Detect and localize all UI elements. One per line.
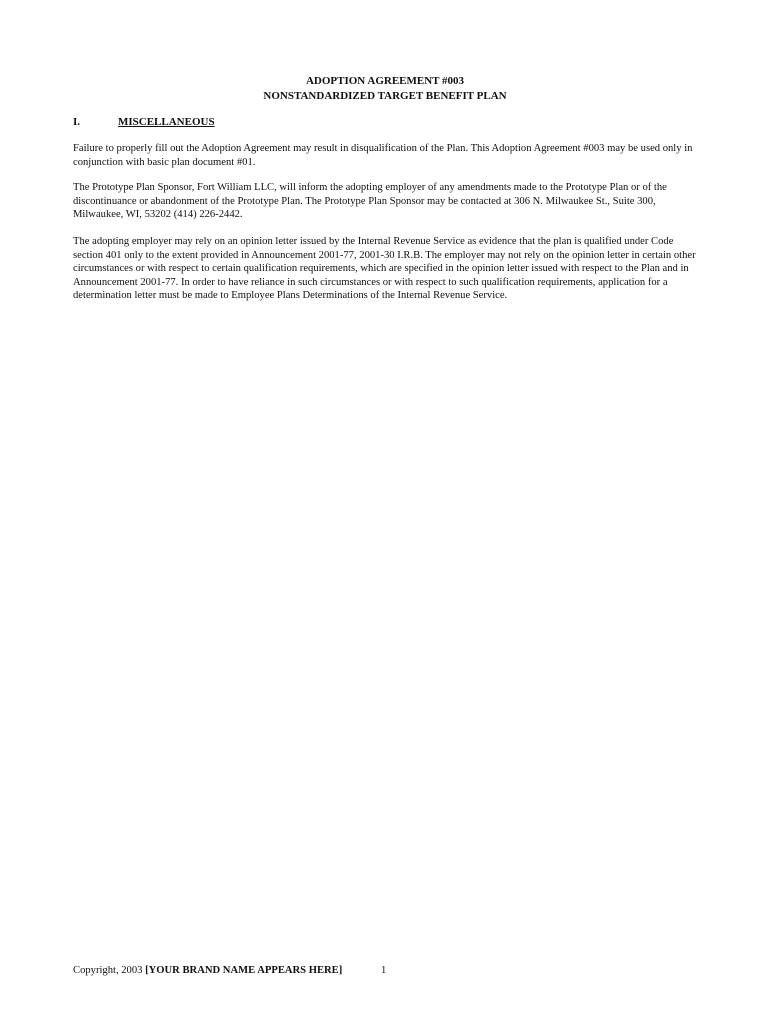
section-number: I. — [73, 116, 81, 128]
document-title-line-2: NONSTANDARDIZED TARGET BENEFIT PLAN — [263, 90, 507, 102]
section-heading: MISCELLANEOUS — [118, 116, 215, 128]
paragraph-disqualification-notice: Failure to properly fill out the Adoption Agreement may result in disqualification of the Plan. This Adoption Agreement #003 may be used only in conjunction with basic plan document #01. — [73, 143, 693, 168]
document-title-line-1: ADOPTION AGREEMENT #003 — [305, 75, 465, 87]
paragraph-opinion-letter: The adopting employer may rely on an opinion letter issued by the Internal Revenue Service as evidence that the plan is qualified under Code section 401 only to the extent provided in Announcement 2001-77, 2001-30 I.R.B. The employer may not rely on the opinion letter in certain other circumstances or with respect to certain qualification requirements, which are specified in the opinion letter issued with respect to the Plan and in Announcement 2001-77. In order to have reliance in such circumstances or with respect to such qualification requirements, application for a determination letter must be made to Employee Plans Determinations of the Internal Revenue Service. — [73, 236, 696, 301]
page-number: 1 — [381, 965, 387, 976]
footer-brand-name: [YOUR BRAND NAME APPEARS HERE] — [145, 965, 343, 976]
paragraph-plan-sponsor: The Prototype Plan Sponsor, Fort William LLC, will inform the adopting employer of any amendments made to the Prototype Plan or of the discontinuance or abandonment of the Prototype Plan. The Prototype Plan Sponsor may be contacted at 306 N. Milwaukee St., Suite 300, Milwaukee, WI, 53202 (414) 226-2442. — [73, 182, 667, 220]
footer-copyright — [73, 964, 342, 978]
footer-copyright-text: Copyright, 2003 — [73, 965, 146, 976]
